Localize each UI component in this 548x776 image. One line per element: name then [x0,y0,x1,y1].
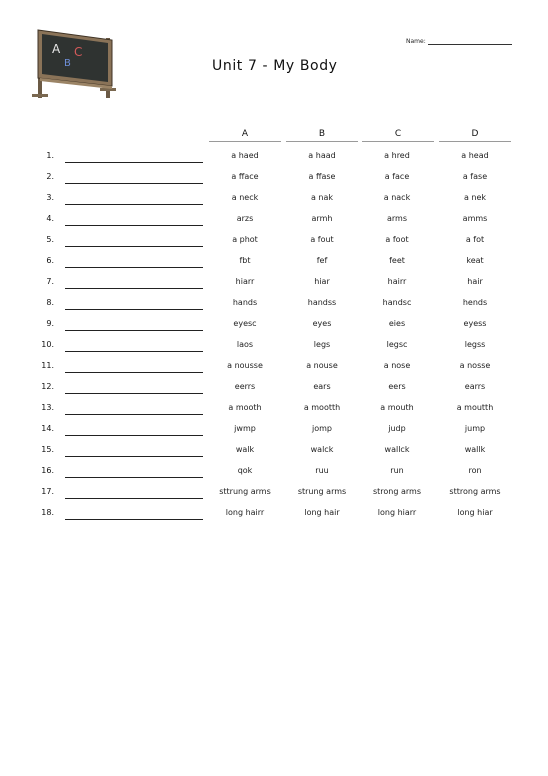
answer-line[interactable] [65,330,203,331]
question-row [0,252,548,273]
option-b: a haad [308,151,336,160]
option-b: a nak [310,193,334,202]
question-row [0,399,548,420]
question-number: 11. [41,361,54,370]
option-c: run [390,466,404,475]
question-number: 5. [46,235,54,244]
option-b: armh [311,214,333,223]
option-c: a hred [384,151,410,160]
question-row [0,420,548,441]
column-divider [286,141,358,142]
option-c: strong arms [372,487,421,496]
option-b: a ffase [308,172,336,181]
question-number: 10. [41,340,54,349]
question-row [0,504,548,525]
option-b: ruu [315,466,329,475]
option-d: ron [468,466,482,475]
option-a: eyesc [233,319,257,328]
option-d: jump [464,424,486,433]
question-row [0,294,548,315]
option-a: walk [235,445,255,454]
answer-line[interactable] [65,372,203,373]
question-number: 18. [41,508,54,517]
option-b: fef [316,256,328,265]
question-number: 4. [46,214,54,223]
question-number: 13. [41,403,54,412]
option-b: long hair [304,508,340,517]
question-row [0,147,548,168]
option-c: a mouth [380,403,414,412]
column-header-a: A [241,129,249,139]
option-b: walck [310,445,334,454]
option-c: a nose [383,361,411,370]
option-a: a phot [232,235,258,244]
option-a: eerrs [234,382,256,391]
name-label: Name: [406,38,426,45]
option-c: eies [388,319,406,328]
option-d: long hiar [457,508,493,517]
question-row [0,315,548,336]
question-row [0,462,548,483]
board-letter-c: C [74,45,83,59]
answer-line[interactable] [65,267,203,268]
option-a: hiarr [235,277,255,286]
question-number: 16. [41,466,54,475]
answer-line[interactable] [65,246,203,247]
option-d: a moutth [456,403,494,412]
column-divider [439,141,511,142]
question-row [0,441,548,462]
question-number: 7. [46,277,54,286]
option-d: a nosse [459,361,491,370]
question-number: 1. [46,151,54,160]
name-field [406,38,512,45]
option-c: long hiarr [377,508,417,517]
answer-line[interactable] [65,288,203,289]
option-d: amms [462,214,488,223]
column-header-c: C [394,129,402,139]
option-d: a nek [463,193,487,202]
option-a: fbt [239,256,251,265]
option-d: sttrong arms [449,487,501,496]
option-d: legss [464,340,486,349]
option-b: jomp [312,424,332,433]
answer-line[interactable] [65,351,203,352]
option-a: qok [237,466,253,475]
option-d: keat [466,256,484,265]
option-a: a neck [231,193,259,202]
question-number: 12. [41,382,54,391]
question-number: 15. [41,445,54,454]
column-divider [362,141,434,142]
option-c: judp [388,424,406,433]
option-b: hiar [314,277,330,286]
column-header-b: B [318,129,326,139]
question-number: 2. [46,172,54,181]
question-number: 17. [41,487,54,496]
option-a: arzs [236,214,254,223]
option-b: strung arms [297,487,347,496]
answer-line[interactable] [65,414,203,415]
column-divider [209,141,281,142]
question-row [0,483,548,504]
option-d: earrs [464,382,486,391]
option-a: hands [232,298,258,307]
option-c: legsc [386,340,408,349]
option-b: a fout [310,235,334,244]
option-a: laos [236,340,254,349]
option-c: a foot [385,235,409,244]
board-letter-a: A [52,42,61,56]
answer-line[interactable] [65,477,203,478]
answer-line[interactable] [65,456,203,457]
question-number: 6. [46,256,54,265]
answer-line[interactable] [65,435,203,436]
option-a: jwmp [234,424,256,433]
option-b: a mootth [303,403,341,412]
answer-line[interactable] [65,183,203,184]
answer-line[interactable] [65,225,203,226]
board-letter-b: B [64,58,71,69]
answer-line[interactable] [65,393,203,394]
option-d: a fase [462,172,488,181]
option-c: arms [386,214,407,223]
option-c: eers [388,382,406,391]
option-a: a fface [231,172,259,181]
option-c: handsc [382,298,412,307]
column-header-d: D [471,129,479,139]
question-number: 3. [46,193,54,202]
question-number: 8. [46,298,54,307]
option-c: a nack [383,193,411,202]
option-a: a mooth [228,403,262,412]
option-c: wallck [384,445,410,454]
page-title: Unit 7 - My Body [212,58,338,74]
name-blank-line[interactable] [428,38,512,45]
option-c: feet [389,256,405,265]
option-a: sttrung arms [219,487,271,496]
question-number: 9. [46,319,54,328]
question-row [0,273,548,294]
answer-line[interactable] [65,204,203,205]
option-b: eyes [312,319,332,328]
question-row [0,378,548,399]
chalkboard-icon [30,28,118,104]
option-b: a nouse [306,361,338,370]
question-row [0,189,548,210]
question-row [0,231,548,252]
option-a: a haed [231,151,259,160]
option-c: a face [384,172,410,181]
option-d: hends [462,298,488,307]
option-d: a fot [465,235,485,244]
option-d: eyess [463,319,487,328]
question-row [0,336,548,357]
question-row [0,210,548,231]
option-d: hair [467,277,483,286]
option-d: a head [461,151,489,160]
question-row [0,168,548,189]
option-b: ears [313,382,331,391]
question-number: 14. [41,424,54,433]
answer-line[interactable] [65,309,203,310]
answer-line[interactable] [65,162,203,163]
option-d: wallk [464,445,486,454]
option-a: long hairr [225,508,265,517]
question-row [0,357,548,378]
option-b: legs [313,340,331,349]
option-b: handss [307,298,337,307]
option-c: hairr [387,277,407,286]
answer-line[interactable] [65,498,203,499]
answer-line[interactable] [65,519,203,520]
option-a: a nousse [227,361,263,370]
